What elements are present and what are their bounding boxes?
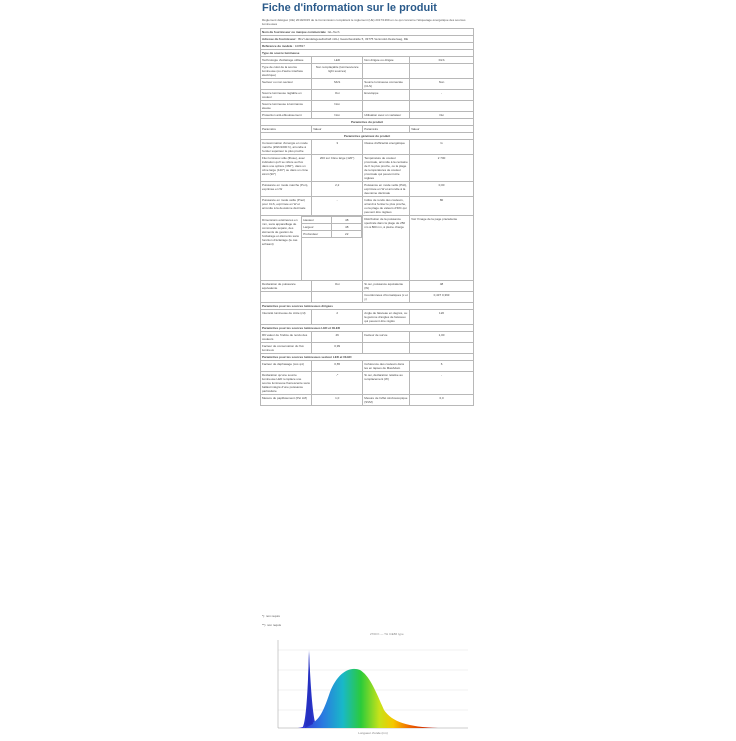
param-label: Puissance en mode veille (Pnet) pour CLS, exprimée en W et arrondie à la deuxième décimale <box>261 197 312 216</box>
address-label: Adresse du fournisseur <box>262 37 296 41</box>
section-header: Type de source lumineuse <box>261 50 474 57</box>
param-value: Non <box>410 79 474 90</box>
param-label: Déclaration qu'une source lumineuse LED remplace une source lumineuse fluorescente sans ballast intégré d'une puissance particulière <box>262 373 310 393</box>
column-header: Valeur <box>312 126 363 133</box>
param-value: -* <box>312 372 363 395</box>
header-row <box>261 126 474 133</box>
table-row <box>261 112 474 119</box>
address-value: BLV Handelsgesellschaft mbH, Gewerbestraße 5, 33775 Versmold-Oesterweg, DE <box>298 37 409 41</box>
section-row <box>261 133 474 140</box>
table-row <box>261 332 474 343</box>
product-table <box>260 28 474 406</box>
sheet-intro: Règlement délégué (UE) 2019/2015 de la Commission complétant le règlement (UE) 2017/1369 en ce qui concerne l'étiquetage énergétique des sources lumineuses <box>262 18 466 26</box>
column-header: Paramètre <box>363 126 410 133</box>
dimension-value: 48 <box>332 224 362 231</box>
param-label: Mesure de l'effet stroboscopique (SVM) <box>363 395 410 406</box>
model-value: 108837 <box>294 44 305 48</box>
param-label: Non dirigée ou dirigée <box>363 57 410 64</box>
param-label: Si oui, déclaration relative au remplacement (W) <box>363 372 410 395</box>
param-label: Classe d'efficacité énergétique <box>363 140 410 155</box>
param-label: Angle de faisceau en degrés, ou la gamme d'angles de faisceau qui peuvent être réglés <box>363 310 410 325</box>
table-row <box>261 101 474 112</box>
param-label: R9 valeur de l'indice de rendu des couleurs <box>261 332 312 343</box>
param-label: Utilisation avec un variateur <box>363 112 410 119</box>
param-label <box>363 64 410 79</box>
section-header: Paramètres pour les sources lumineuses LED et OLED <box>261 325 474 332</box>
param-value <box>312 292 363 303</box>
param-value: 0,65 <box>312 361 363 372</box>
dimension-value: 22 <box>332 231 362 238</box>
dimensions-row <box>261 216 474 281</box>
table-row <box>261 79 474 90</box>
section-row <box>261 354 474 361</box>
dimensions-table <box>261 216 362 280</box>
param-value: 0,437 0,393 <box>410 292 474 303</box>
address-row <box>261 36 474 43</box>
section-header: Paramètres pour les sources lumineuses dirigées <box>261 303 474 310</box>
param-value <box>410 64 474 79</box>
param-label: Flux lumineux utile (Φuse), avec indication qu'il se réfère au flux dans une sphère (360°), dans un cône large (120°) ou dans un cône étroit (90°) <box>261 155 312 182</box>
supplier-row <box>261 29 474 36</box>
param-value: Non <box>312 112 363 119</box>
dimensions-label: Dimensions extérieures en mm, sans appareillage de commande séparé, des éléments de gestion de l'éclairage et éléments sans fonction d'éclairage (le cas échéant) <box>261 217 302 281</box>
table-row <box>261 140 474 155</box>
param-label: Source lumineuse réglable en couleur <box>261 90 312 101</box>
param-label: Cohérence des couleurs dans les en lapses de MacAdam <box>363 361 410 372</box>
param-label: Indice de rendu des couleurs, arrondi à l'entier le plus proche, ou la plage de valeurs d'IRC qui peuvent être réglées <box>363 197 410 216</box>
section-row <box>261 325 474 332</box>
model-row <box>261 43 474 50</box>
section-header: Paramètres pour les sources lumineuses secteur LED et OLED <box>261 354 474 361</box>
param-value: 80 <box>410 197 474 216</box>
param-label: Puissance en mode marche (Pon), exprimée en W <box>261 182 312 197</box>
dimension-value: 48 <box>332 217 362 224</box>
dimensions-cell <box>261 216 363 281</box>
param-label: Intensité lumineuse de crête (cd) <box>261 310 312 325</box>
param-value: - <box>410 90 474 101</box>
param-value: MLS <box>312 79 363 90</box>
param-value: 1,0 <box>312 395 363 406</box>
param-value: Non remplaçable (luminescence light sources) <box>312 64 363 79</box>
column-header: Paramètre <box>261 126 312 133</box>
param-label: Facteur de conservation du flux lumineux <box>261 343 312 354</box>
param-label: Déclaration de puissance équivalente <box>261 281 312 292</box>
table-row <box>261 155 474 182</box>
table-row <box>261 182 474 197</box>
table-row <box>261 343 474 354</box>
dimension-name: Hauteur <box>302 217 332 224</box>
section-header: Paramètres du produit <box>261 119 474 126</box>
param-value: 6 <box>410 361 474 372</box>
param-value: Non <box>312 101 363 112</box>
param-value: Oui <box>312 90 363 101</box>
param-label: Enveloppe <box>363 90 410 101</box>
x-axis-label: Longueur d'onde (nm) <box>358 731 388 735</box>
table-row <box>261 197 474 216</box>
param-value: LED <box>312 57 363 64</box>
param-value: 48 <box>410 281 474 292</box>
param-label <box>363 101 410 112</box>
supplier-cell: Nom du fournisseur ou marque commerciale : EL-Tech <box>261 29 474 36</box>
section-row <box>261 303 474 310</box>
param-label: Si oui, puissance équivalente (W) <box>363 281 410 292</box>
param-label: Facteur de déphasage (cos φ1) <box>261 361 312 372</box>
param-value: Oui <box>312 281 363 292</box>
table-row <box>261 64 474 79</box>
param-value: 200 sur Cône large (120°) <box>312 155 363 182</box>
table-row <box>261 57 474 64</box>
param-label <box>363 343 410 354</box>
table-row <box>261 361 474 372</box>
param-value: 2 700 <box>410 155 474 182</box>
param-value: 120 <box>410 310 474 325</box>
dimension-name: Profondeur <box>302 231 332 238</box>
param-value: 0,0 <box>410 395 474 406</box>
supplier-value: EL-Tech <box>328 30 340 34</box>
param-value: DLS <box>410 57 474 64</box>
param-value: 1,00 <box>410 332 474 343</box>
footnote: *): non requis <box>262 614 280 618</box>
param-label: Technologie d'éclairage utilisée <box>261 57 312 64</box>
param-value: 3 <box>312 140 363 155</box>
param-label: Consommation d'énergie en mode marche (kWh/1000 h), arrondie à l'entier supérieur le plus proche <box>261 140 312 155</box>
param-value: Oui <box>410 112 474 119</box>
param-label: Coordonnées chromatiques (x et y) <box>364 293 408 301</box>
spacer <box>302 238 332 281</box>
param-value: 46 <box>312 332 363 343</box>
param-value: G <box>410 140 474 155</box>
dimension-name: Largeur <box>302 224 332 231</box>
footnotes <box>262 612 281 630</box>
spectrum-main-curve <box>298 669 438 728</box>
section-header: Paramètres généraux du produit <box>261 133 474 140</box>
param-value: - <box>410 372 474 395</box>
param-label: Puissance en mode veille (Psb), exprimée en W et arrondie à la deuxième décimale <box>363 182 410 197</box>
model-cell: Référence du modèle : 108837 <box>261 43 474 50</box>
address-cell: Adresse du fournisseur : BLV Handelsgesellschaft mbH, Gewerbestraße 5, 33775 Versmold-Oesterweg, DE <box>261 36 474 43</box>
param-value: Voir l'image de la page précédente <box>410 216 474 281</box>
spectrum-svg <box>258 630 476 736</box>
param-value: - <box>312 197 363 216</box>
param-label: Secteur ou non secteur <box>261 79 312 90</box>
table-row <box>261 281 474 292</box>
spectral-distribution-chart <box>258 630 476 736</box>
table-row <box>261 395 474 406</box>
param-value <box>410 101 474 112</box>
sheet-title: Fiche d'information sur le produit <box>262 2 437 14</box>
table-row <box>261 292 474 303</box>
param-label <box>261 292 312 303</box>
param-label: Mesure du papillotement (Pst LM) <box>261 395 312 406</box>
param-label: Type de culot de la source lumineuse (ou d'autre interface électrique) <box>261 64 312 79</box>
spacer <box>332 238 362 281</box>
model-label: Référence du modèle <box>262 44 293 48</box>
param-label: Protection anti-éblouissement <box>261 112 312 119</box>
product-information-sheet <box>258 0 476 736</box>
param-value: 2,2 <box>312 182 363 197</box>
param-label: Facteur de survie <box>363 332 410 343</box>
param-label: Source lumineuse à luminance élevée <box>261 101 312 112</box>
table-row <box>261 90 474 101</box>
table-row <box>261 372 474 395</box>
param-value: 0,99 <box>312 343 363 354</box>
param-label: Distribution de la puissance spectrale dans la plage de 250 nm à 800 nm, à pleine charge <box>363 216 410 281</box>
section-row <box>261 119 474 126</box>
column-header: Valeur <box>410 126 474 133</box>
table-row <box>261 310 474 325</box>
param-value <box>410 343 474 354</box>
param-value: 0,00 <box>410 182 474 197</box>
supplier-label: Nom du fournisseur ou marque commerciale <box>262 30 326 34</box>
param-label: Source lumineuse connectée (CLS) <box>363 79 410 90</box>
footnote: **): non requis <box>262 623 282 627</box>
param-value: 2 <box>312 310 363 325</box>
section-row <box>261 50 474 57</box>
param-label: Température de couleur proximale, arrondie à la centaine de K la plus proche, ou la plage de températures de couleur proximale qui peuvent être réglées <box>364 156 408 180</box>
spectrum-header: 2700 K — TH CiE86 type <box>370 632 404 636</box>
